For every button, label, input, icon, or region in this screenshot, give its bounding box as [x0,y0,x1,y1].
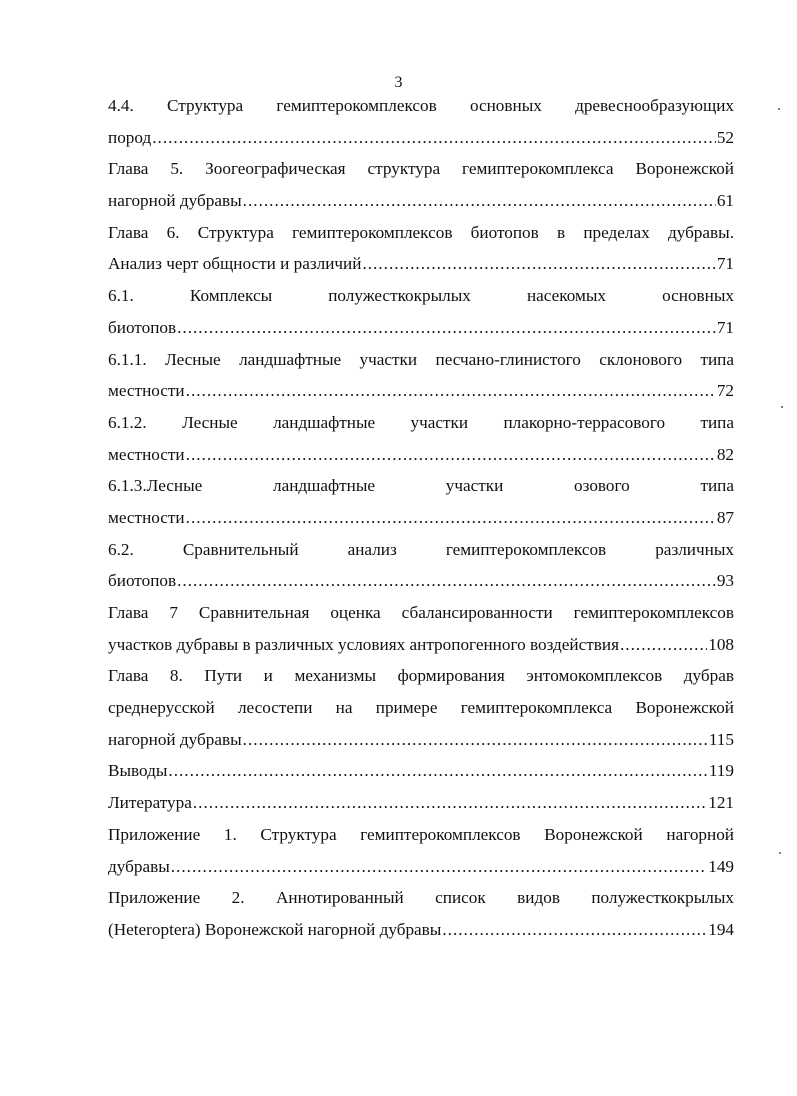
toc-entry [108,755,734,787]
dot-leader [186,502,716,534]
toc-entry [108,851,734,883]
toc-line: 6.1.1. Лесные ландшафтные участки песчано-глинистого склонового типа [108,349,734,369]
toc-entry [108,914,734,946]
toc-entry-page: 82 [716,444,734,464]
toc-entry-title: Выводы [108,761,168,781]
dot-leader [243,724,708,756]
page-number: 3 [394,74,403,91]
toc-line: Глава 6. Структура гемиптерокомплексов биотопов в пределах дубравы. [108,222,734,242]
toc-entry-page: 72 [716,381,734,401]
toc-entry-title: (Heteroptera) Воронежской нагорной дубравы [108,919,442,939]
toc-entry [108,312,734,344]
dot-leader [362,248,715,280]
toc-entry-page: 149 [708,856,734,876]
dot-leader [152,122,716,154]
toc-entry-title: биотопов [108,317,177,337]
dot-leader [177,312,716,344]
scan-speck [779,852,781,854]
toc-entry [108,787,734,819]
toc-entry-title: нагорной дубравы [108,191,242,211]
toc-entry [108,185,734,217]
toc-line: 6.1.2. Лесные ландшафтные участки плакорно-террасового типа [108,412,734,432]
toc-line: Глава 5. Зоогеографическая структура гемиптерокомплекса Воронежской [108,159,734,179]
dot-leader [243,185,716,217]
toc-entry-title: нагорной дубравы [108,729,242,749]
toc-entry-title: местности [108,381,185,401]
scan-speck [781,406,783,408]
toc-entry-page: 194 [708,919,734,939]
toc-entry [108,629,734,661]
toc-line: Приложение 2. Аннотированный список видов полужесткокрылых [108,888,734,908]
toc-entry-page: 61 [716,191,734,211]
toc-entry-title: участков дубравы в различных условиях антропогенного воздействия [108,634,619,654]
toc-entry-page: 52 [716,127,734,147]
toc-entry [108,122,734,154]
toc-entry [108,439,734,471]
dot-leader [171,851,707,883]
toc-entry [108,565,734,597]
toc-entry-title: пород [108,127,152,147]
toc-line: 6.2. Сравнительный анализ гемиптерокомплексов различных [108,539,734,559]
toc-entry-title: биотопов [108,571,177,591]
toc-line: 4.4. Структура гемиптерокомплексов основных древеснообразующих [108,96,734,115]
dot-leader [186,375,716,407]
toc-entry-page: 119 [708,761,734,781]
toc-entry-page: 71 [716,254,734,274]
toc-line: Приложение 1. Структура гемиптерокомплексов Воронежской нагорной [108,824,734,844]
dot-leader [177,565,716,597]
toc-entry-title: дубравы [108,856,170,876]
toc-entry [108,375,734,407]
toc-line: 6.1.3.Лесные ландшафтные участки озового типа [108,476,734,496]
scan-speck [778,108,780,110]
toc-entry [108,248,734,280]
toc-entry [108,724,734,756]
toc-line: Глава 7 Сравнительная оценка сбалансированности гемиптерокомплексов [108,603,734,622]
dot-leader [442,914,707,946]
toc-entry-page: 108 [708,634,734,654]
toc-entry-page: 71 [716,317,734,337]
toc-entry-page: 87 [716,507,734,527]
toc-entry-page: 115 [708,729,734,749]
toc-line: Глава 8. Пути и механизмы формирования энтомокомплексов дубрав [108,666,734,686]
dot-leader [620,629,707,661]
toc-entry-title: местности [108,507,185,527]
toc-entry [108,502,734,534]
toc-line: среднерусской лесостепи на примере гемиптерокомплекса Воронежской [108,698,734,718]
table-of-contents [108,90,734,946]
toc-entry-page: 93 [716,571,734,591]
toc-line: 6.1. Комплексы полужесткокрылых насекомых основных [108,286,734,306]
dot-leader [168,755,707,787]
toc-entry-title: Литература [108,793,192,813]
dot-leader [193,787,707,819]
toc-entry-title: местности [108,444,185,464]
toc-entry-title: Анализ черт общности и различий [108,254,362,274]
dot-leader [186,439,716,471]
toc-entry-page: 121 [708,793,734,813]
